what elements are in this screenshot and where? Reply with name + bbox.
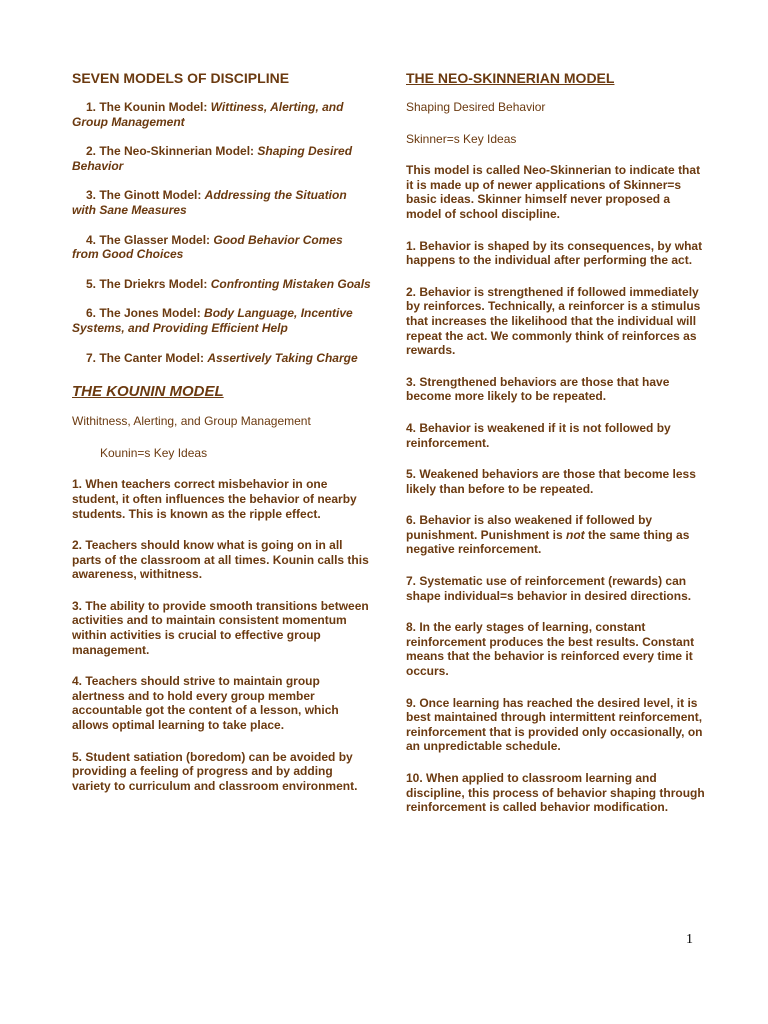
kounin-model-heading: THE KOUNIN MODEL [72, 383, 224, 401]
kounin-idea: 5. Student satiation (boredom) can be avoided by providing a feeling of progress and by adding variety to curriculum and classroom environment. [72, 749, 358, 793]
kounin-idea: 4. Teachers should strive to maintain group alertness and to hold every group member accountable got the content of a lesson, which allows optimal learning to take place. [72, 674, 339, 733]
left-column [72, 70, 372, 810]
kounin-idea: 1. When teachers correct misbehavior in one student, it often influences the behavior of nearby students. This is known as the ripple effect. [72, 477, 357, 521]
right-column [406, 70, 706, 832]
neo-skinnerian-subtitle: Shaping Desired Behavior [406, 100, 546, 114]
skinner-idea: 7. Systematic use of reinforcement (rewards) can shape individual=s behavior in desired directions. [406, 574, 692, 603]
model-list-item: 7. The Canter Model: Assertively Taking Charge [86, 350, 358, 365]
skinner-idea: 1. Behavior is shaped by its consequences, by what happens to the individual after performing the act. [406, 238, 703, 268]
skinner-idea: 6. Behavior is also weakened if followed by punishment. Punishment is not the same thing as negative reinforcement. [406, 513, 690, 557]
skinner-intro: This model is called Neo-Skinnerian to indicate that it is made up of newer applications of Skinner=s basic ideas. Skinner himself never proposed a model of school discipline. [406, 163, 701, 221]
model-list-item: 5. The Driekrs Model: Confronting Mistaken Goals [86, 276, 371, 291]
seven-models-heading: SEVEN MODELS OF DISCIPLINE [72, 70, 290, 86]
skinner-idea: 9. Once learning has reached the desired level, it is best maintained through intermittent reinforcement, reinforcement that is provided only occasionally, on an unpredictable schedule. [406, 695, 703, 754]
kounin-subtitle: Withitness, Alerting, and Group Management [72, 414, 311, 429]
neo-skinnerian-heading: THE NEO-SKINNERIAN MODEL [406, 70, 615, 86]
skinner-idea: 8. In the early stages of learning, constant reinforcement produces the best results. Constant means that the behavior is reinforced every time it occurs. [406, 620, 695, 679]
skinner-idea: 2. Behavior is strengthened if followed immediately by reinforces. Technically, a reinforcer is a stimulus that increases the likelihood that the individual will repeat the act. We commonly think of reinforces as rewards. [406, 284, 701, 358]
model-list-item: 6. The Jones Model: Body Language, Incentive Systems, and Providing Efficient Help [72, 306, 353, 335]
page-number: 1 [686, 932, 693, 947]
kounin-idea: 3. The ability to provide smooth transitions between activities and to maintain consistent momentum within activities is crucial to effective group management. [72, 598, 369, 657]
skinner-idea: 4. Behavior is weakened if it is not followed by reinforcement. [406, 420, 671, 450]
kounin-idea: 2. Teachers should know what is going on in all parts of the classroom at all times. Kounin calls this awareness, withitness. [72, 538, 369, 582]
skinner-idea: 5. Weakened behaviors are those that become less likely than before to be repeated. [406, 467, 696, 496]
kounin-key-ideas-label: Kounin=s Key Ideas [100, 445, 208, 460]
model-list-item: 3. The Ginott Model: Addressing the Situation with Sane Measures [72, 188, 347, 217]
model-list-item: 2. The Neo-Skinnerian Model: Shaping Desired Behavior [72, 144, 353, 173]
skinner-idea: 10. When applied to classroom learning and discipline, this process of behavior shaping through reinforcement is called behavior modification. [406, 771, 705, 815]
skinner-idea: 3. Strengthened behaviors are those that have become more likely to be repeated. [406, 374, 670, 404]
skinner-key-ideas-label: Skinner=s Key Ideas [406, 131, 517, 146]
model-list-item: 1. The Kounin Model: Wittiness, Alerting, and Group Management [72, 100, 344, 129]
model-list-item: 4. The Glasser Model: Good Behavior Comes from Good Choices [72, 232, 343, 262]
